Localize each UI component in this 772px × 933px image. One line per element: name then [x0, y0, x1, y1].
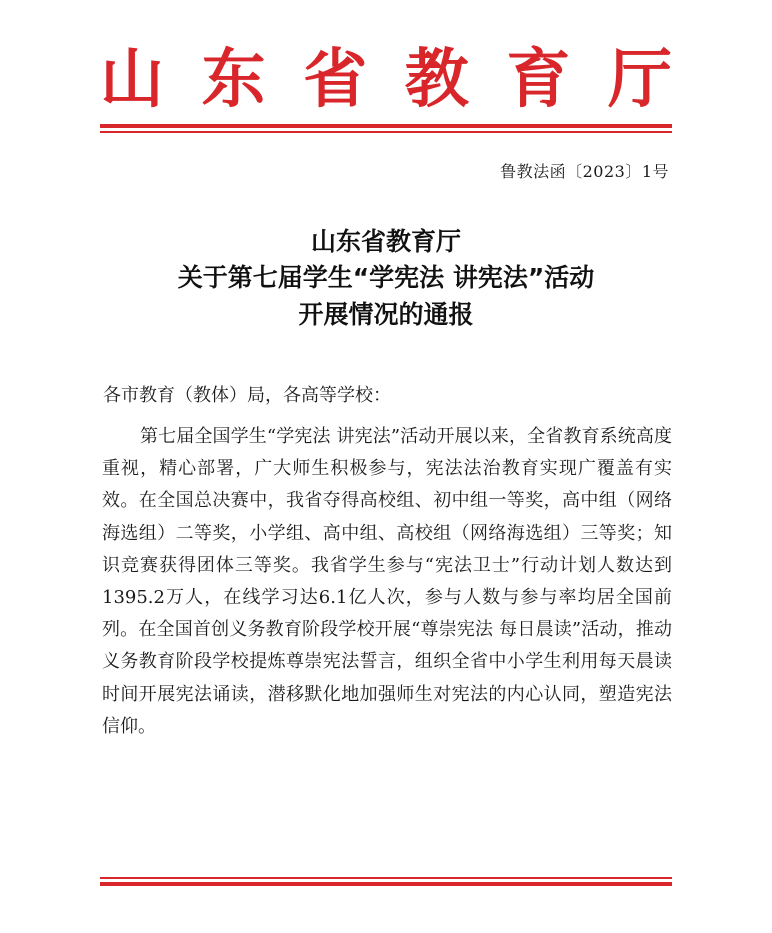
letterhead-char: 厅 [607, 42, 672, 117]
letterhead-title [100, 42, 672, 117]
letterhead-char: 教 [404, 42, 469, 117]
title-line-2: 关于第七届学生“学宪法 讲宪法”活动 [177, 263, 595, 292]
body-paragraph: 第七届全国学生“学宪法 讲宪法”活动开展以来，全省教育系统高度重视，精心部署，广大师生积极参与，宪法法治教育实现广覆盖有实效。在全国总决赛中，我省夺得高校组、初中组一等奖，高中组（网络海选组）二等奖，小学组、高中组、高校组（网络海选组）三等奖；知识竞赛获得团体三等奖。我省学生参与“宪法卫士”行动计划人数达到1395.2万人，在线学习达6.1亿人次，参与人数与参与率均居全国前列。在全国首创义务教育阶段学校开展“尊崇宪法 每日晨读”活动，推动义务教育阶段学校提炼尊崇宪法誓言，组织全省中小学生利用每天晨读时间开展宪法诵读，潜移默化地加强师生对宪法的内心认同，塑造宪法信仰。 [102, 426, 672, 737]
header-rule-thick [100, 124, 672, 128]
title-line-1: 山东省教育厅 [310, 227, 461, 256]
letterhead-char: 育 [506, 42, 571, 117]
document-number: 鲁教法函〔2023〕1号 [500, 162, 669, 181]
letterhead-char: 省 [303, 42, 368, 117]
footer-rule-thin [100, 877, 672, 879]
salutation: 各市教育（教体）局，各高等学校： [103, 385, 391, 406]
title-line-3: 开展情况的通报 [298, 300, 474, 329]
letterhead-char: 东 [201, 42, 266, 117]
footer-rule-thick [100, 882, 672, 886]
letterhead-char: 山 [100, 42, 164, 117]
header-rule-thin [100, 131, 672, 133]
